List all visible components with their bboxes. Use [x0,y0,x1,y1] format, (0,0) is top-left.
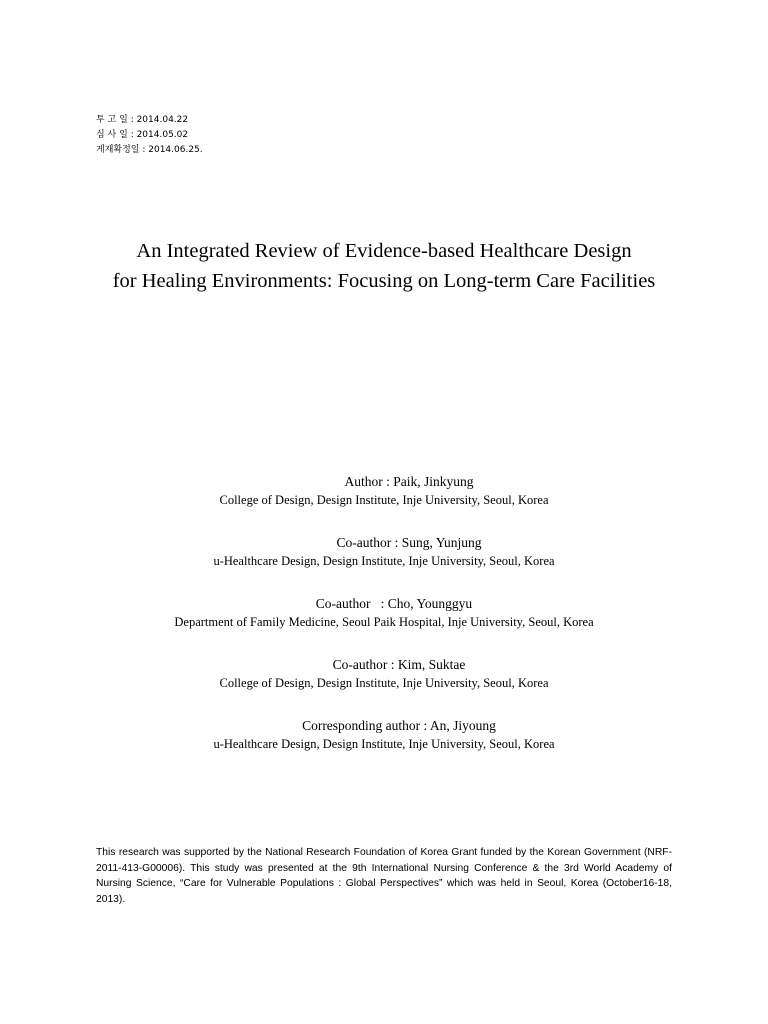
author-affiliation: u-Healthcare Design, Design Institute, Inje University, Seoul, Korea [213,737,555,751]
author-affiliation: College of Design, Design Institute, Inje University, Seoul, Korea [219,493,549,507]
author-name: Author : Paik, Jinkyung [344,474,474,489]
date-reviewed [96,128,203,143]
author-entry [0,655,768,716]
date-value: : 2014.05.02 [130,130,189,140]
author-affiliation: Department of Family Medicine, Seoul Paik Hospital, Inje University, Seoul, Korea [174,615,594,629]
funding-note: This research was supported by the National Research Foundation of Korea Grant funded by the Korean Government (NRF-2011-413-G00006). This study was presented at the 9th International Nursing Conference & the 3rd World Academy of Nursing Science, “Care for Vulnerable Populations : Global Perspectives” which was held in Seoul, Korea (October16-18, 2013). [96,847,672,905]
author-list [0,472,768,777]
date-value: : 2014.04.22 [130,115,189,125]
paper-title [0,236,768,296]
author-name: Co-author : Sung, Yunjung [336,535,482,550]
author-entry [0,594,768,655]
author-name: Co-author : Cho, Younggyu [315,596,473,611]
author-entry [0,472,768,533]
date-submitted [96,113,203,128]
author-name: Co-author : Kim, Suktae [332,657,466,672]
submission-dates [96,113,203,158]
author-affiliation: College of Design, Design Institute, Inje University, Seoul, Korea [219,676,549,690]
date-label: 심 사 일 [96,130,128,140]
corresponding-author-name: Corresponding author : An, Jiyoung [302,718,496,733]
title-line-1: An Integrated Review of Evidence-based Healthcare Design [136,240,632,262]
date-label: 투 고 일 [96,115,128,125]
author-affiliation: u-Healthcare Design, Design Institute, Inje University, Seoul, Korea [213,554,555,568]
date-value: : 2014.06.25. [142,145,203,155]
title-line-2: for Healing Environments: Focusing on Long-term Care Facilities [112,270,656,292]
author-entry [0,533,768,594]
date-label: 게재확정일 [96,145,140,155]
author-entry [0,716,768,777]
date-accepted [96,143,203,158]
